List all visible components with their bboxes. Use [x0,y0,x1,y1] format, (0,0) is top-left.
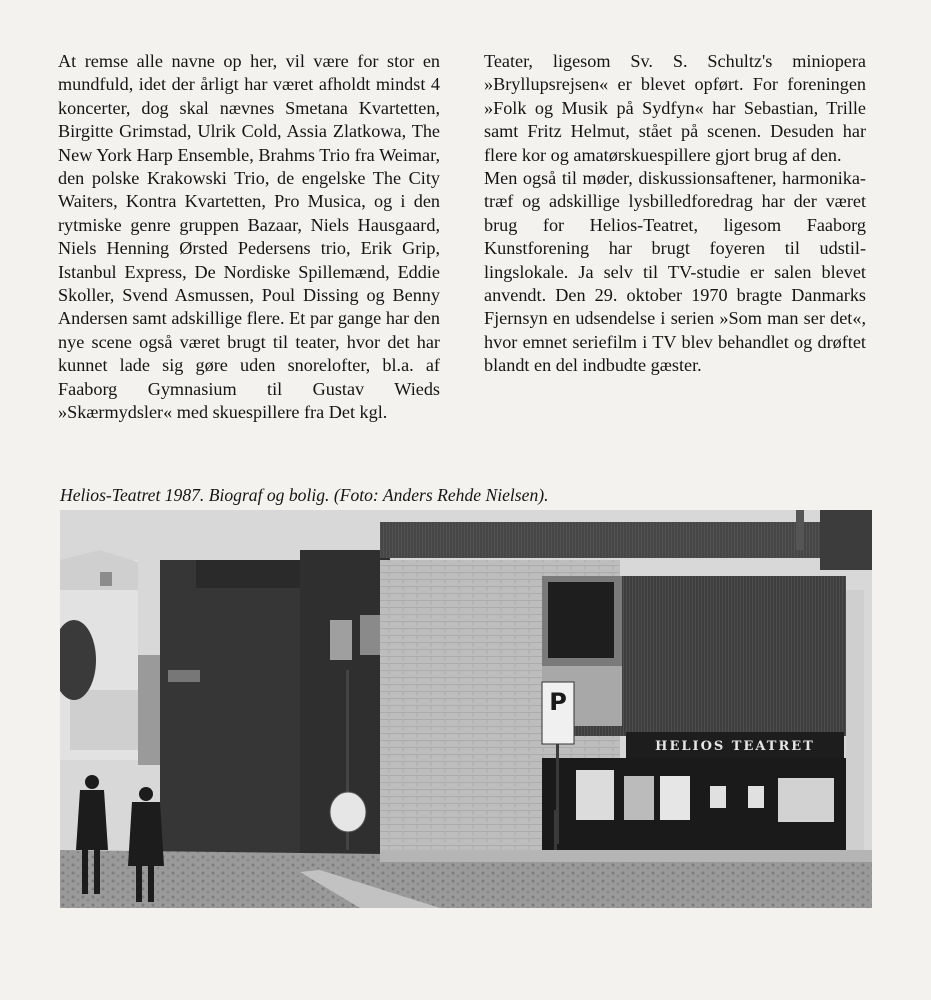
helios-sign-text: HELIOS TEATRET [655,739,815,754]
parking-sign-letter: P [549,688,567,716]
left-paragraph: At remse alle navne op her, vil være for stor en mundfuld, idet der årligt har været afholdt mindst 4 koncerter, dog skal nævnes Smetana Kvartetten, Birgitte Grimstad, Ulrik Cold, Assia Zlatkowa, The New York Harp Ensemble, Brahms Trio fra Weimar, den polske Krakowski Trio, de engelske The City Waiters, Kontra Kvartetten, Pro Musica, og i den rytmiske genre gruppen Bazaar, Niels Hausgaard, Niels Henning Ørsted Pedersens trio, Erik Grip, Istanbul Express, De Nordiske Spillemænd, Eddie Skoller, Svend Asmussen, Poul Dissing og Benny Andersen samt adskillige flere. Et par gange har den nye scene også været brugt til teater, hvor det har kunnet lade sig gøre uden snorelofter, bl.a. af Faaborg Gymnasium til Gustav Wieds »Skærmydsler« med skuespillere fra Det kgl. [58,51,440,423]
photo-caption: Helios-Teatret 1987. Biograf og bolig. (Foto: Anders Rehde Nielsen). [60,485,549,505]
theatre-photo [60,510,872,908]
right-paragraph-1: Teater, ligesom Sv. S. Schultz's miniopera »Bryllupsrejsen« er blevet opført. For foreningen »Folk og Musik på Sydfyn« har Sebastian, Trille samt Fritz Helmut, stået på scenen. Desuden har flere kor og amatørskuespillere gjort brug af den. [484,51,866,165]
right-text-column [484,50,866,378]
left-text-column [58,50,440,425]
right-paragraph-2: Men også til møder, diskussionsaftener, harmonika-træf og adskillige lysbilledforedrag har der været brug for Helios-Teatret, ligesom Faaborg Kunstforening har brugt foyeren til udstillingslokale. Ja selv til TV-studie er salen blevet anvendt. Den 29. oktober 1970 bragte Danmarks Fjernsyn en udsendelse i serien »Som man ser det«, hvor emnet seriefilm i TV blev behandlet og drøftet blandt en del indbudte gæster. [484,168,866,376]
